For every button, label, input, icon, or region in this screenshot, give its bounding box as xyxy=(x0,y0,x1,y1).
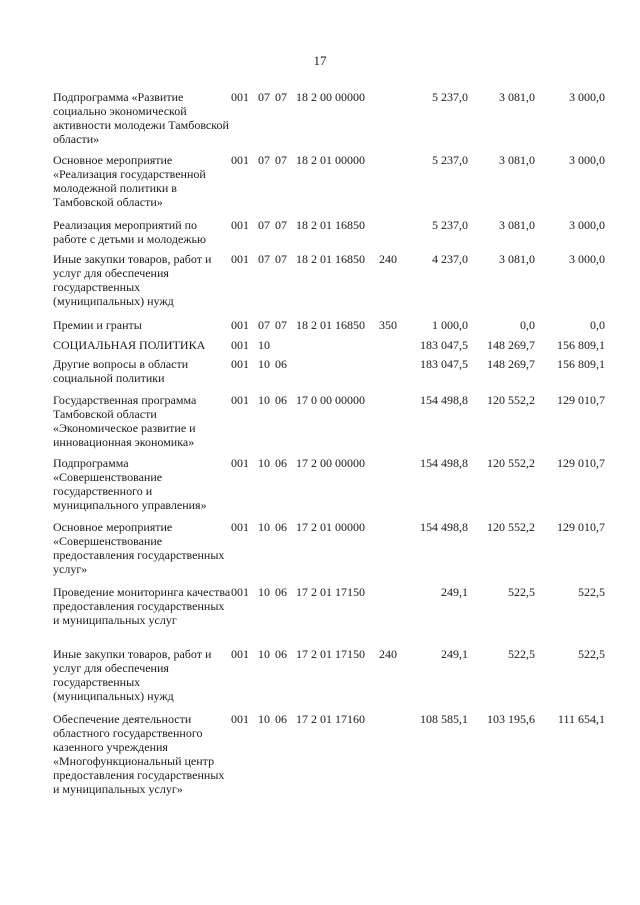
grbs-code: 001 xyxy=(231,153,249,167)
row-name: Другие вопросы в области социальной политики xyxy=(53,357,189,385)
amount-year-3: 111 654,1 xyxy=(557,712,605,726)
amount-year-2: 3 081,0 xyxy=(499,252,535,266)
amount-year-1: 4 237,0 xyxy=(432,252,468,266)
row-name: Реализация мероприятий по работе с детьми и молодежью xyxy=(53,218,206,246)
subsection-code: 06 xyxy=(275,357,287,371)
amount-year-3: 129 010,7 xyxy=(557,393,605,407)
amount-year-1: 5 237,0 xyxy=(432,218,468,232)
amount-year-2: 522,5 xyxy=(508,647,535,661)
amount-year-1: 5 237,0 xyxy=(432,153,468,167)
amount-year-2: 3 081,0 xyxy=(499,218,535,232)
amount-year-3: 522,5 xyxy=(578,585,605,599)
subsection-code: 07 xyxy=(275,218,287,232)
row-name: Премии и гранты xyxy=(53,318,142,332)
grbs-code: 001 xyxy=(231,318,249,332)
grbs-code: 001 xyxy=(231,712,249,726)
amount-year-2: 120 552,2 xyxy=(487,393,535,407)
section-code: 10 xyxy=(258,393,270,407)
amount-year-3: 129 010,7 xyxy=(557,520,605,534)
amount-year-3: 0,0 xyxy=(590,318,605,332)
row-name: Иные закупки товаров, работ и услуг для обеспечения государственных (муниципальных) нужд xyxy=(53,647,212,703)
target-article-code: 17 0 00 00000 xyxy=(296,393,365,407)
subsection-code: 07 xyxy=(275,318,287,332)
target-article-code: 18 2 01 16850 xyxy=(296,252,365,266)
section-code: 10 xyxy=(258,647,270,661)
subsection-code: 06 xyxy=(275,647,287,661)
amount-year-2: 120 552,2 xyxy=(487,456,535,470)
grbs-code: 001 xyxy=(231,90,249,104)
row-name: Государственная программа Тамбовской области «Экономическое развитие и инновационная экономика» xyxy=(53,393,197,449)
subsection-code: 07 xyxy=(275,90,287,104)
amount-year-2: 3 081,0 xyxy=(499,153,535,167)
amount-year-2: 103 195,6 xyxy=(487,712,535,726)
target-article-code: 17 2 01 17150 xyxy=(296,647,365,661)
amount-year-3: 522,5 xyxy=(578,647,605,661)
amount-year-1: 249,1 xyxy=(441,585,468,599)
target-article-code: 18 2 00 00000 xyxy=(296,90,365,104)
section-code: 07 xyxy=(258,318,270,332)
section-code: 10 xyxy=(258,456,270,470)
section-code: 07 xyxy=(258,218,270,232)
grbs-code: 001 xyxy=(231,520,249,534)
target-article-code: 18 2 01 16850 xyxy=(296,218,365,232)
subsection-code: 06 xyxy=(275,456,287,470)
page-number: 17 xyxy=(313,53,327,68)
amount-year-3: 3 000,0 xyxy=(569,252,605,266)
grbs-code: 001 xyxy=(231,393,249,407)
grbs-code: 001 xyxy=(231,585,249,599)
amount-year-1: 183 047,5 xyxy=(420,357,468,371)
target-article-code: 17 2 01 00000 xyxy=(296,520,365,534)
amount-year-2: 148 269,7 xyxy=(487,357,535,371)
expense-type-code: 240 xyxy=(379,647,397,661)
row-name: СОЦИАЛЬНАЯ ПОЛИТИКА xyxy=(53,338,206,352)
subsection-code: 06 xyxy=(275,712,287,726)
row-name: Подпрограмма «Совершенствование государственного и муниципального управления» xyxy=(53,456,207,512)
amount-year-2: 120 552,2 xyxy=(487,520,535,534)
row-name: Иные закупки товаров, работ и услуг для обеспечения государственных (муниципальных) нужд xyxy=(53,252,212,308)
section-code: 07 xyxy=(258,252,270,266)
section-code: 10 xyxy=(258,712,270,726)
section-code: 10 xyxy=(258,338,270,352)
row-name: Основное мероприятие «Реализация государственной молодежной политики в Тамбовской области» xyxy=(53,153,206,209)
amount-year-3: 129 010,7 xyxy=(557,456,605,470)
section-code: 10 xyxy=(258,357,270,371)
expense-type-code: 350 xyxy=(379,318,397,332)
target-article-code: 17 2 01 17160 xyxy=(296,712,365,726)
grbs-code: 001 xyxy=(231,456,249,470)
subsection-code: 06 xyxy=(275,585,287,599)
section-code: 07 xyxy=(258,90,270,104)
section-code: 10 xyxy=(258,520,270,534)
amount-year-2: 0,0 xyxy=(520,318,535,332)
amount-year-1: 1 000,0 xyxy=(432,318,468,332)
target-article-code: 17 2 00 00000 xyxy=(296,456,365,470)
row-name: Обеспечение деятельности областного государственного казенного учреждения «Многофункциональный центр предоставления государственных и муниципальных услуг» xyxy=(53,712,225,796)
amount-year-1: 154 498,8 xyxy=(420,393,468,407)
section-code: 10 xyxy=(258,585,270,599)
grbs-code: 001 xyxy=(231,252,249,266)
grbs-code: 001 xyxy=(231,647,249,661)
expense-type-code: 240 xyxy=(379,252,397,266)
amount-year-1: 249,1 xyxy=(441,647,468,661)
amount-year-3: 3 000,0 xyxy=(569,153,605,167)
amount-year-3: 156 809,1 xyxy=(557,338,605,352)
amount-year-1: 5 237,0 xyxy=(432,90,468,104)
amount-year-1: 108 585,1 xyxy=(420,712,468,726)
target-article-code: 17 2 01 17150 xyxy=(296,585,365,599)
grbs-code: 001 xyxy=(231,218,249,232)
target-article-code: 18 2 01 00000 xyxy=(296,153,365,167)
section-code: 07 xyxy=(258,153,270,167)
amount-year-2: 148 269,7 xyxy=(487,338,535,352)
subsection-code: 07 xyxy=(275,252,287,266)
amount-year-3: 156 809,1 xyxy=(557,357,605,371)
amount-year-3: 3 000,0 xyxy=(569,218,605,232)
row-name: Проведение мониторинга качества предоставления государственных и муниципальных услуг xyxy=(53,585,231,627)
subsection-code: 07 xyxy=(275,153,287,167)
subsection-code: 06 xyxy=(275,520,287,534)
amount-year-1: 154 498,8 xyxy=(420,456,468,470)
amount-year-3: 3 000,0 xyxy=(569,90,605,104)
amount-year-2: 522,5 xyxy=(508,585,535,599)
row-name: Основное мероприятие «Совершенствование предоставления государственных услуг» xyxy=(53,520,225,576)
row-name: Подпрограмма «Развитие социально экономической активности молодежи Тамбовской области» xyxy=(53,90,229,146)
target-article-code: 18 2 01 16850 xyxy=(296,318,365,332)
amount-year-2: 3 081,0 xyxy=(499,90,535,104)
grbs-code: 001 xyxy=(231,357,249,371)
subsection-code: 06 xyxy=(275,393,287,407)
amount-year-1: 183 047,5 xyxy=(420,338,468,352)
grbs-code: 001 xyxy=(231,338,249,352)
amount-year-1: 154 498,8 xyxy=(420,520,468,534)
